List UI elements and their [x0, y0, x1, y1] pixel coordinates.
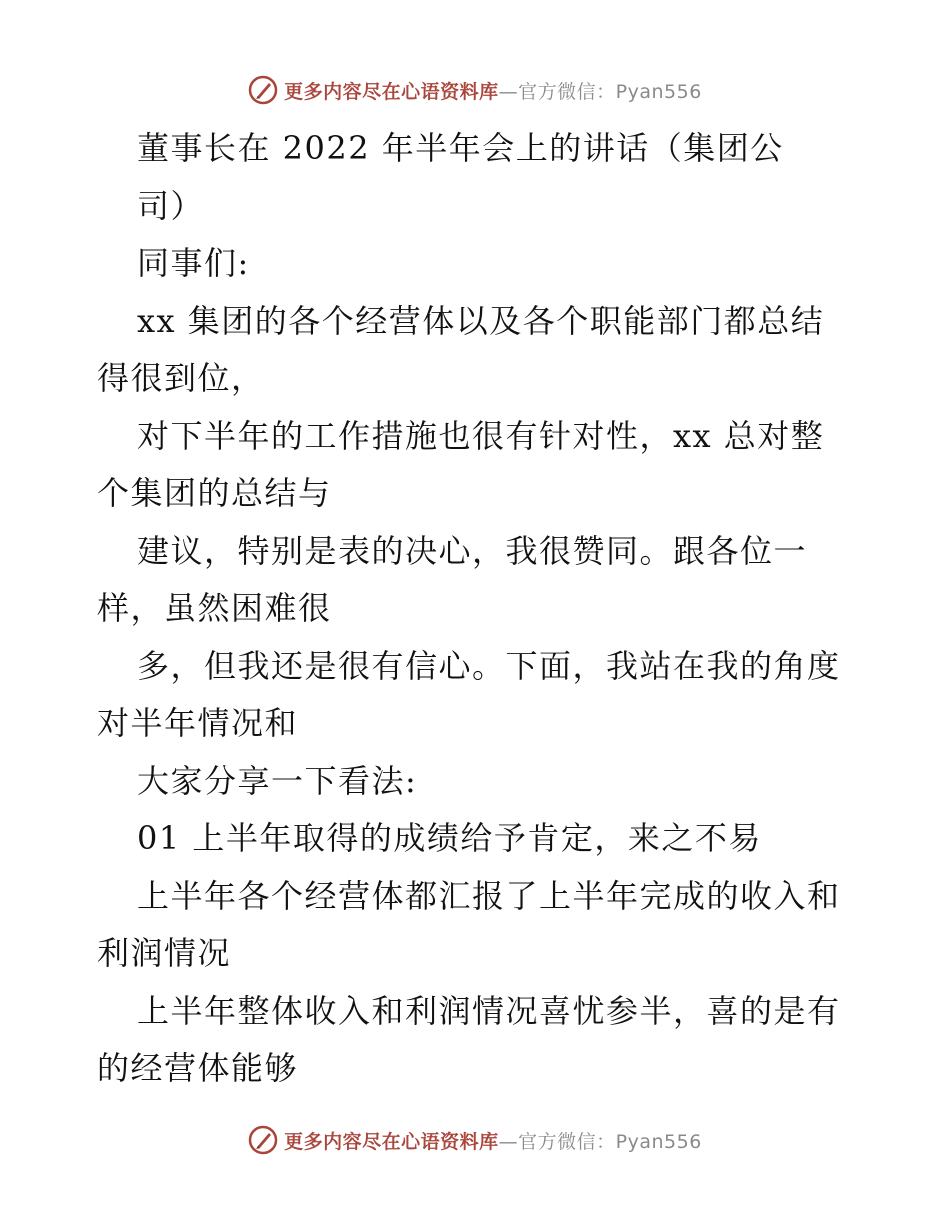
footer-banner [0, 1120, 950, 1160]
paragraph-line: 多，但我还是很有信心。下面，我站在我的角度 [137, 646, 841, 685]
paragraph-line: 大家分享一下看法: [137, 761, 418, 800]
document-title-line-1: 董事长在 2022 年半年会上的讲话（集团公 [137, 129, 784, 167]
paragraph-line: 得很到位， [97, 359, 265, 397]
document-title-line-2: 司） [137, 186, 205, 225]
salutation: 同事们: [137, 244, 250, 282]
quill-pen-icon [248, 1125, 278, 1155]
paragraph-line: 的经营体能够 [97, 1049, 299, 1087]
paragraph-line: 对半年情况和 [97, 704, 299, 742]
section-heading: 01 上半年取得的成绩给予肯定，来之不易 [137, 819, 762, 857]
footer-banner-text [284, 1127, 702, 1154]
paragraph-line: 个集团的总结与 [97, 474, 332, 512]
paragraph-line: 建议，特别是表的决心，我很赞同。跟各位一 [137, 531, 808, 570]
paragraph-line: 样，虽然困难很 [97, 589, 332, 627]
header-banner [0, 70, 950, 110]
paragraph-line: 上半年各个经营体都汇报了上半年完成的收入和 [137, 876, 841, 915]
paragraph-line: 上半年整体收入和利润情况喜忧参半，喜的是有 [137, 991, 841, 1030]
paragraph-line: xx 集团的各个经营体以及各个职能部门都总结 [137, 301, 825, 340]
banner-rest-text: —官方微信：Pyan556 [498, 1130, 702, 1153]
banner-rest-text: —官方微信：Pyan556 [498, 80, 702, 103]
banner-lead-text: 更多内容尽在心语资料库 [284, 1130, 499, 1153]
banner-lead-text: 更多内容尽在心语资料库 [284, 80, 499, 103]
document-body [97, 120, 857, 1098]
paragraph-line: 对下半年的工作措施也很有针对性，xx 总对整 [137, 416, 825, 455]
paragraph-line: 利润情况 [97, 934, 232, 972]
header-banner-text [284, 77, 702, 104]
quill-pen-icon [248, 75, 278, 105]
